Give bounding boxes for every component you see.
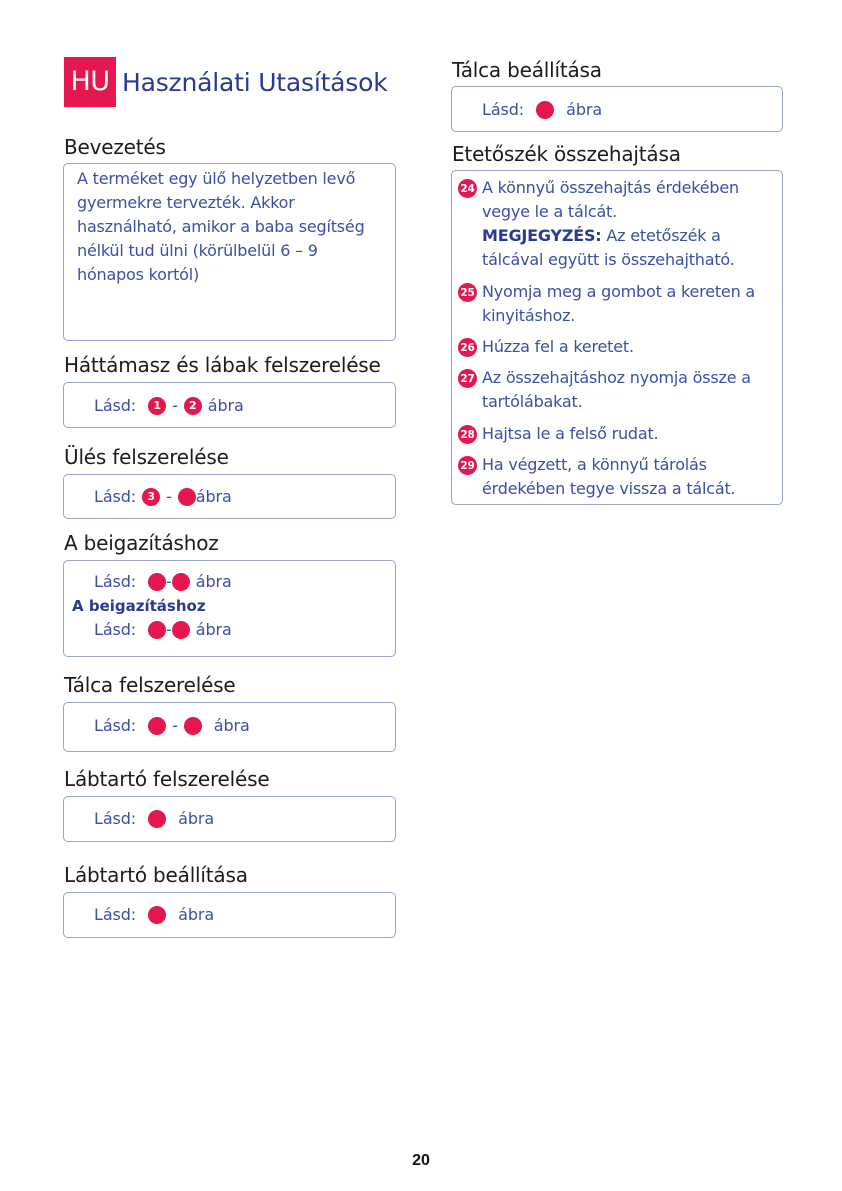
figure-label: ábra <box>213 716 250 735</box>
folding-step-28 <box>458 422 776 446</box>
tray-adjust-figure-ref <box>482 100 602 119</box>
figure-number-badge: 3 <box>142 488 160 506</box>
section-title-adjust: A beigazításhoz <box>64 531 219 555</box>
section-title-backrest: Háttámasz és lábak felszerelése <box>64 353 381 377</box>
backrest-figure-ref <box>94 396 244 415</box>
figure-dot-icon <box>536 101 554 119</box>
range-dash: - <box>166 572 172 591</box>
see-label: Lásd: <box>94 809 137 828</box>
footrest-adjust-figure-ref <box>94 905 214 924</box>
step-number-badge: 29 <box>458 456 477 475</box>
step-text: Nyomja meg a gombot a kereten a kinyitáshoz. <box>482 282 755 325</box>
step-text: A könnyű összehajtás érdekében vegye le a tálcát. <box>482 178 739 221</box>
see-label: Lásd: <box>482 100 525 119</box>
see-label: Lásd: <box>94 396 137 415</box>
see-label: Lásd: <box>94 572 137 591</box>
folding-step-29 <box>458 453 776 501</box>
section-title-tray-adjust: Tálca beállítása <box>452 58 602 82</box>
step-text: Hajtsa le a felső rudat. <box>482 424 659 443</box>
section-title-seat: Ülés felszerelése <box>64 445 229 469</box>
see-label: Lásd: <box>94 716 137 735</box>
folding-step-27 <box>458 366 776 414</box>
figure-label: ábra <box>178 809 215 828</box>
see-label: Lásd: <box>94 620 137 639</box>
see-label: Lásd: <box>94 905 137 924</box>
step-number-badge: 26 <box>458 338 477 357</box>
figure-dot-icon <box>148 621 166 639</box>
figure-label: ábra <box>195 620 232 639</box>
figure-dot-icon <box>148 573 166 591</box>
adjust-figure-ref-1 <box>94 572 232 591</box>
folding-step-24 <box>458 176 776 272</box>
page-number: 20 <box>412 1152 430 1169</box>
section-title-tray-mount: Tálca felszerelése <box>64 673 236 697</box>
note-text: Az etetőszék a tálcával együtt is összehajtható. <box>482 226 735 269</box>
note-label: MEGJEGYZÉS: <box>482 226 602 245</box>
figure-dot-icon <box>172 621 190 639</box>
intro-text: A terméket egy ülő helyzetben levő gyermekre tervezték. Akkor használható, amikor a baba segítség nélkül tud ülni (körülbelül 6 – 9 hónapos kortól) <box>77 169 365 284</box>
footrest-mount-figure-ref <box>94 809 214 828</box>
folding-step-25 <box>458 280 776 328</box>
figure-label: ábra <box>195 572 232 591</box>
step-text: Húzza fel a keretet. <box>482 337 634 356</box>
step-number-badge: 27 <box>458 369 477 388</box>
figure-dot-icon <box>178 488 196 506</box>
tray-mount-figure-ref <box>94 716 250 735</box>
language-badge: HU <box>64 57 116 107</box>
folding-step-26 <box>458 335 776 359</box>
figure-label: ábra <box>566 100 603 119</box>
document-title: Használati Utasítások <box>122 68 388 97</box>
figure-dot-icon <box>148 810 166 828</box>
step-text: Ha végzett, a könnyű tárolás érdekében tegye vissza a tálcát. <box>482 455 736 498</box>
seat-figure-ref <box>94 487 232 506</box>
see-label: Lásd: <box>94 487 137 506</box>
figure-label: ábra <box>207 396 244 415</box>
step-number-badge: 28 <box>458 425 477 444</box>
section-title-folding: Etetőszék összehajtása <box>452 142 681 166</box>
adjust-figure-ref-2 <box>94 620 232 639</box>
figure-dot-icon <box>148 717 166 735</box>
figure-dot-icon <box>184 717 202 735</box>
adjust-subheading: A beigazításhoz <box>72 597 206 615</box>
figure-dot-icon <box>148 906 166 924</box>
figure-dot-icon <box>172 573 190 591</box>
note <box>482 224 776 272</box>
figure-number-badge: 1 <box>148 397 166 415</box>
range-dash: - <box>172 396 178 415</box>
step-text: Az összehajtáshoz nyomja össze a tartólábakat. <box>482 368 751 411</box>
section-title-footrest-mount: Lábtartó felszerelése <box>64 767 270 791</box>
figure-label: ábra <box>195 487 232 506</box>
figure-number-badge: 2 <box>184 397 202 415</box>
range-dash: - <box>166 487 172 506</box>
range-dash: - <box>172 716 178 735</box>
figure-label: ábra <box>178 905 215 924</box>
section-title-footrest-adjust: Lábtartó beállítása <box>64 863 248 887</box>
range-dash: - <box>166 620 172 639</box>
step-number-badge: 24 <box>458 179 477 198</box>
step-number-badge: 25 <box>458 283 477 302</box>
section-title-intro: Bevezetés <box>64 135 166 159</box>
